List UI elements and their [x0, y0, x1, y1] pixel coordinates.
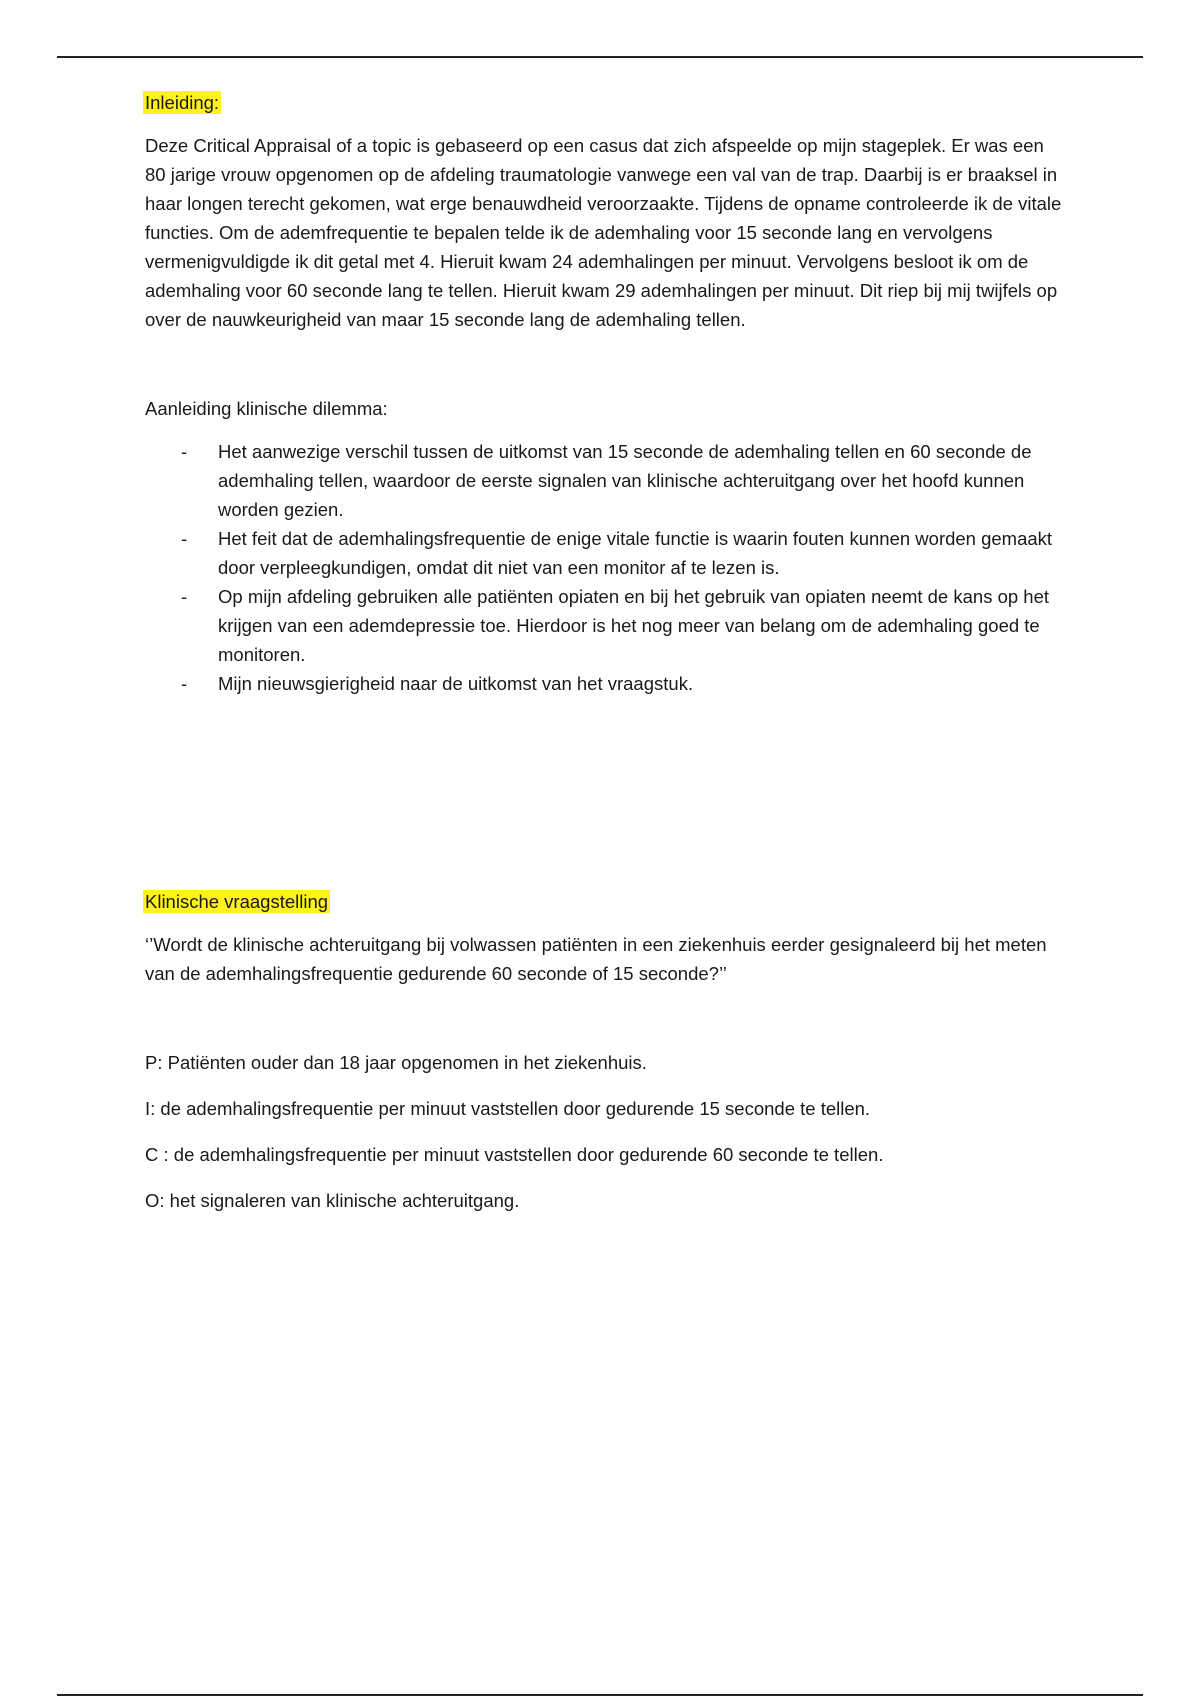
document-body [145, 88, 1065, 1232]
list-item-text: Mijn nieuwsgierigheid naar de uitkomst van het vraagstuk. [218, 673, 694, 694]
section-heading-inleiding [145, 88, 1065, 117]
list-item [145, 582, 1065, 669]
bullet-dash: - [181, 586, 188, 607]
footer-rule [57, 1694, 1143, 1696]
highlighted-heading-text: Klinische vraagstelling [145, 891, 329, 912]
header-rule [57, 56, 1143, 58]
bullet-dash: - [181, 528, 188, 549]
list-item-text: Op mijn afdeling gebruiken alle patiënten opiaten en bij het gebruik van opiaten neemt de kans op het krijgen van een ademdepressie toe. Hierdoor is het nog meer van belang om de ademhaling goed te monitoren. [218, 586, 1050, 665]
section-heading-klinische-vraagstelling [145, 887, 1065, 916]
list-item [145, 437, 1065, 524]
list-item-text: Het aanwezige verschil tussen de uitkomst van 15 seconde de ademhaling tellen en 60 seconde de ademhaling tellen, waardoor de eerste signalen van klinische achteruitgang over het hoofd kunnen worden gezien. [218, 441, 1032, 520]
list-item [145, 669, 1065, 698]
pico-c: C : de ademhalingsfrequentie per minuut vaststellen door gedurende 60 seconde te tellen. [145, 1144, 884, 1165]
bullet-dash: - [181, 441, 188, 462]
bullet-dash: - [181, 673, 188, 694]
pico-i: I: de ademhalingsfrequentie per minuut vaststellen door gedurende 15 seconde te tellen. [145, 1098, 871, 1119]
intro-paragraph: Deze Critical Appraisal of a topic is gebaseerd op een casus dat zich afspeelde op mijn stageplek. Er was een 80 jarige vrouw opgenomen op de afdeling traumatologie vanwege een val van de trap. Daarbij is er braaksel in haar longen terecht gekomen, wat erge benauwdheid veroorzaakte. Tijdens de opname controleerde ik de vitale functies. Om de ademfrequentie te bepalen telde ik de ademhaling voor 15 seconde lang en vervolgens vermenigvuldigde ik dit getal met 4. Hieruit kwam 24 ademhalingen per minuut. Vervolgens besloot ik om de ademhaling voor 60 seconde lang te tellen. Hieruit kwam 29 ademhalingen per minuut. Dit riep bij mij twijfels op over de nauwkeurigheid van maar 15 seconde lang de ademhaling tellen. [145, 135, 1062, 330]
list-item-text: Het feit dat de ademhalingsfrequentie de enige vitale functie is waarin fouten kunnen worden gemaakt door verpleegkundigen, omdat dit niet van een monitor af te lezen is. [218, 528, 1053, 578]
clinical-question: ‘’Wordt de klinische achteruitgang bij volwassen patiënten in een ziekenhuis eerder gesignaleerd bij het meten van de ademhalingsfrequentie gedurende 60 seconde of 15 seconde?’’ [145, 934, 1047, 984]
pico-block [145, 1048, 1065, 1215]
pico-o: O: het signaleren van klinische achteruitgang. [145, 1190, 520, 1211]
pico-p: P: Patiënten ouder dan 18 jaar opgenomen in het ziekenhuis. [145, 1052, 647, 1073]
aanleiding-list [145, 437, 1065, 698]
highlighted-heading-text: Inleiding: [145, 92, 220, 113]
aanleiding-heading: Aanleiding klinische dilemma: [145, 398, 388, 419]
list-item [145, 524, 1065, 582]
